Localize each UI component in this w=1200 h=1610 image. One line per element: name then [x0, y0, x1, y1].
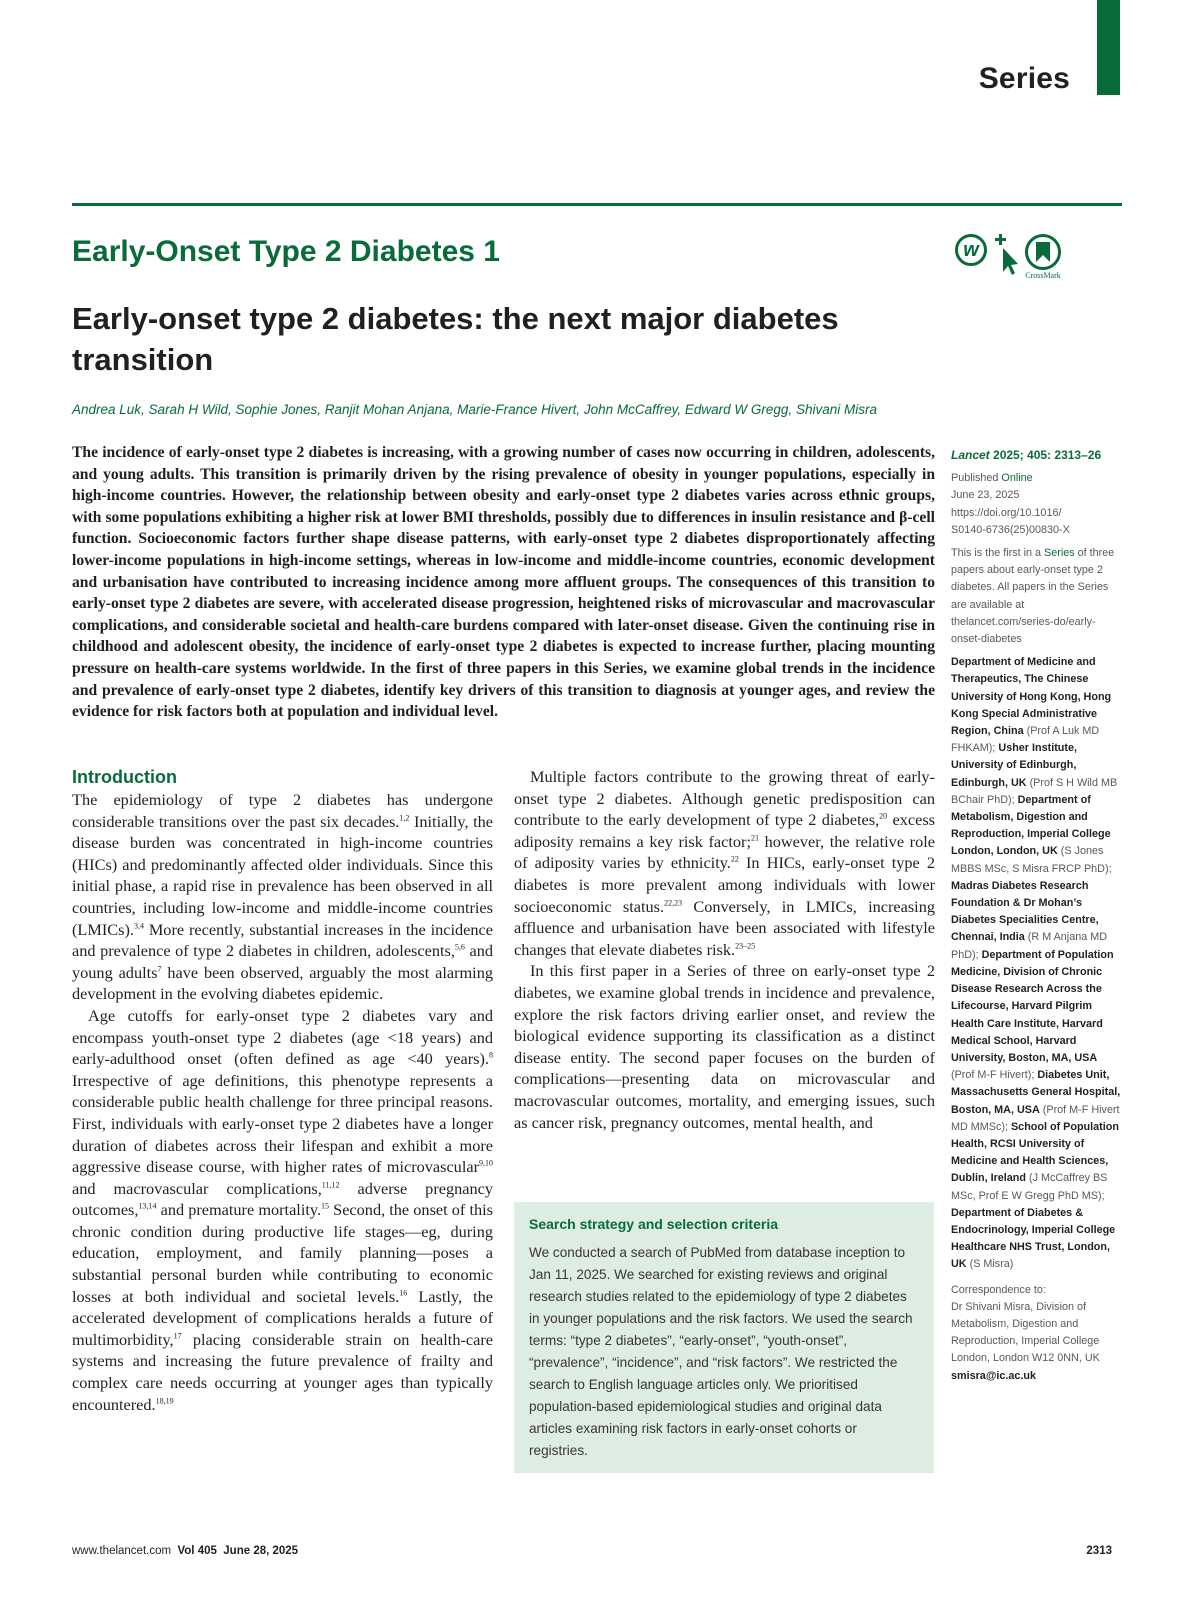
citation-volume-pages: 2025; 405: 2313–26: [989, 448, 1102, 462]
affiliation-institution: Diabetes Unit, Massachusetts General Hospital, Boston, MA, USA: [951, 1069, 1121, 1116]
sidebar: [951, 447, 1121, 1385]
publication-info: [951, 470, 1121, 539]
paragraph: Age cutoffs for early-onset type 2 diabetes vary and encompass youth-onset type 2 diabetes (age <18 years) and early-adulthood onset (often defined as age <40 years).$^8$ Irrespective of age definitions, this phenotype represents a considerable public health challenge for three principal reasons. First, individuals with early-onset type 2 diabetes have a longer duration of diabetes across their lifespan and exhibit a more aggressive disease course, with higher rates of microvascular$^{9,10}$ and macrovascular complications,$^{11,12}$ adverse pregnancy outcomes,$^{13,14}$ and premature mortality.$^{15}$ Second, the onset of this chronic condition during productive life stages—eg, during education, employment, and family planning—poses a substantial personal burden while contributing to economic losses at both individual and societal levels.$^{16}$ Lastly, the accelerated development of complications heralds a future of multimorbidity,$^{17}$ placing considerable strain on health-care systems and increasing the future prevalence of frailty and complex care needs occurring at younger ages than typically encountered.$^{18,19}$: [72, 1005, 493, 1414]
published-label: Published: [951, 472, 1002, 485]
affiliation-authors: (S Jones MBBS MSc, S Misra FRCP PhD);: [951, 845, 1112, 875]
doi-link[interactable]: https://doi.org/10.1016/: [951, 506, 1062, 519]
article-title: Early-onset type 2 diabetes: the next major diabetes transition: [72, 301, 839, 377]
footer-left: [72, 1545, 298, 1557]
correspondence-email[interactable]: smisra@ic.ac.uk: [951, 1369, 1036, 1382]
reference-superscript[interactable]: 11,12: [321, 1180, 340, 1190]
affiliation-institution: Usher Institute, University of Edinburgh, Edinburgh, UK: [951, 742, 1077, 789]
series-note: [951, 545, 1121, 648]
correspondence-label: Correspondence to:: [951, 1283, 1046, 1296]
affiliation-authors: (J McCaffrey BS MSc, Prof E W Gregg PhD MS);: [951, 1172, 1108, 1202]
reference-superscript[interactable]: 7: [157, 964, 162, 974]
reference-superscript[interactable]: 5,6: [454, 942, 465, 952]
affiliations: [951, 654, 1121, 1273]
affiliation-institution: Department of Medicine and Therapeutics, The Chinese University of Hong Kong, Hong Kong Special Administrative Region, China: [951, 656, 1112, 738]
paragraph: The epidemiology of type 2 diabetes has undergone considerable transitions over the past six decades.$^{1,2}$ Initially, the disease burden was concentrated in high-income countries (HICs) and predominantly affected older individuals. Since this initial phase, a rapid rise in prevalence has been observed in all countries, including low-income and middle-income countries (LMICs).$^{3,4}$ More recently, substantial increases in the incidence and prevalence of type 2 diabetes in children, adolescents,$^{5,6}$ and young adults$^7$ have been observed, arguably the most alarming development in the evolving diabetes epidemic.: [72, 790, 494, 1004]
reference-superscript[interactable]: 15: [321, 1201, 330, 1211]
search-strategy-panel: [514, 1202, 934, 1473]
affiliation-institution: Madras Diabetes Research Foundation & Dr Mohan’s Diabetes Specialities Centre, Chennai, India: [951, 879, 1099, 944]
series-link[interactable]: Series: [1044, 547, 1075, 560]
footer-site-link[interactable]: www.thelancet.com: [72, 1545, 172, 1557]
series-note-text: of three papers about early-onset type 2 diabetes. All papers in the Series are available at thelancet.com/series-do/early-onset-diabetes: [951, 547, 1115, 646]
reference-superscript[interactable]: 18,19: [155, 1396, 174, 1406]
correspondence-address: Dr Shivani Misra, Division of Metabolism, Digestion and Reproduction, Imperial College London, London W12 0NN, UK: [951, 1300, 1100, 1365]
journal-name: Lancet: [951, 448, 990, 462]
footer-volume: Vol 405: [177, 1545, 217, 1557]
search-strategy-body: We conducted a search of PubMed from database inception to Jan 11, 2025. We searched for existing reviews and original research studies related to the epidemiology of type 2 diabetes in younger populations and the risk factors. We used the search terms: “type 2 diabetes”, “early-onset”, “youth-onset”, “prevalence”, “incidence”, and “risk factors”. We restricted the search to English language articles only. We prioritised population-based epidemiological studies and original data articles examining risk factors in early-onset cohorts or registries.: [529, 1245, 913, 1458]
reference-superscript[interactable]: 22: [730, 854, 739, 864]
affiliation-authors: (S Misra): [966, 1258, 1014, 1271]
affiliation-institution: Department of Diabetes & Endocrinology, Imperial College Healthcare NHS Trust, London, UK: [951, 1206, 1116, 1271]
author-list: Andrea Luk, Sarah H Wild, Sophie Jones, Ranjit Mohan Anjana, Marie-France Hivert, John McCaffrey, Edward W Gregg, Shivani Misra: [72, 402, 877, 417]
published-date: June 23, 2025: [951, 489, 1020, 502]
header-rule: [72, 203, 1122, 206]
reference-superscript[interactable]: 13,14: [138, 1201, 157, 1211]
reference-superscript[interactable]: 3,4: [133, 921, 144, 931]
body-column-left: [72, 766, 493, 1415]
reference-superscript[interactable]: 22,23: [664, 898, 683, 908]
reference-superscript[interactable]: 21: [751, 833, 759, 843]
affiliation-authors: (R M Anjana MD PhD);: [951, 931, 1107, 961]
body-column-middle: [514, 766, 935, 1133]
reference-superscript[interactable]: 9,10: [479, 1158, 493, 1168]
affiliation-institution: Department of Metabolism, Digestion and Reproduction, Imperial College London, London, UK: [951, 793, 1111, 858]
abstract: The incidence of early-onset type 2 diabetes is increasing, with a growing number of cases now occurring in children, adolescents, and young adults. This transition is primarily driven by the rising prevalence of obesity in younger populations, especially in high-income countries. However, the relationship between obesity and early-onset type 2 diabetes varies across ethnic groups, with some populations exhibiting a higher risk at lower BMI thresholds, possibly due to differences in insulin resistance and β-cell function. Socioeconomic factors further shape disease patterns, with early-onset type 2 diabetes disproportionately affecting lower-income populations in high-income settings, whereas in low-income and middle-income countries, economic development and urbanisation have contributed to increasing incidence among more affluent groups. The consequences of this transition to early-onset type 2 diabetes are severe, with accelerated disease progression, heightened risks of microvascular and macrovascular complications, and considerable societal and health-care burdens compared with later-onset disease. Given the continuing rise in childhood and adolescent obesity, the incidence of early-onset type 2 diabetes is expected to increase further, placing mounting pressure on health-care systems worldwide. In the first of three papers in this Series, we examine global trends in the incidence and prevalence of early-onset type 2 diabetes, identify key drivers of this transition to diagnosis at younger ages, and review the evidence for risk factors both at population and individual level.: [72, 444, 935, 721]
paragraph: Multiple factors contribute to the growing threat of early-onset type 2 diabetes. Although genetic predisposition can contribute to the early development of type 2 diabetes,$^{20}$ excess adiposity remains a key risk factor;$^{21}$ however, the relative role of adiposity varies by ethnicity.$^{22}$ In HICs, early-onset type 2 diabetes is more prevalent among individuals with lower socioeconomic status.$^{22,23}$ Conversely, in LMICs, increasing affluence and urbanisation have been associated with lifestyle changes that elevate diabetes risk.$^{23-25}$: [514, 767, 936, 959]
page-number: 2313: [1086, 1545, 1112, 1557]
series-color-tab: [1097, 0, 1120, 95]
footer-date: June 28, 2025: [223, 1545, 299, 1557]
series-note-text: This is the first in a: [951, 547, 1045, 560]
affiliation-institution: Department of Population Medicine, Division of Chronic Disease Research Across the Lifecourse, Harvard Pilgrim Health Care Institute, Harvard Medical School, Harvard University, Boston, MA, USA: [951, 948, 1114, 1064]
series-title: Early-Onset Type 2 Diabetes 1: [72, 235, 500, 268]
published-online-link[interactable]: Online: [1001, 472, 1033, 485]
crossmark-icon[interactable]: [1025, 234, 1061, 280]
introduction-heading: Introduction: [72, 767, 177, 787]
section-label: Series: [978, 62, 1070, 95]
paragraph: In this first paper in a Series of three on early-onset type 2 diabetes, we examine global trends in incidence and prevalence, explore the risk factors driving earlier onset, and review the biological evidence supporting its classification as a distinct disease entity. The second paper focuses on the burden of complications—presenting data on microvascular and macrovascular outcomes, mortality, and emerging issues, such as cancer risk, pregnancy outcomes, mental health, and: [514, 961, 935, 1132]
cursor-plus-icon[interactable]: [993, 234, 1019, 276]
reference-superscript[interactable]: 1,2: [399, 813, 410, 823]
reference-superscript[interactable]: 20: [879, 811, 888, 821]
reference-superscript[interactable]: 8: [489, 1050, 493, 1060]
reference-superscript[interactable]: 16: [399, 1288, 408, 1298]
affiliation-authors: (Prof M-F Hivert MD MMSc);: [951, 1103, 1120, 1133]
affiliation-institution: School of Population Health, RCSI University of Medicine and Health Sciences, Dublin, Ireland: [951, 1120, 1119, 1185]
affiliation-authors: (Prof A Luk MD FHKAM);: [951, 725, 1100, 755]
affiliation-authors: (Prof M-F Hivert);: [951, 1069, 1038, 1082]
reference-superscript[interactable]: 23–25: [735, 941, 756, 951]
citation: [951, 447, 1121, 464]
reference-superscript[interactable]: 17: [173, 1331, 182, 1341]
crossmark-label: CrossMark: [1025, 271, 1061, 280]
search-strategy-title: Search strategy and selection criteria: [529, 1216, 778, 1232]
affiliation-authors: (Prof S H Wild MB BChair PhD);: [951, 776, 1118, 806]
doi-link-cont[interactable]: S0140-6736(25)00830-X: [951, 523, 1070, 536]
correspondence: [951, 1282, 1121, 1385]
w-circle-icon[interactable]: w: [955, 234, 987, 266]
article-icons: [955, 234, 1061, 280]
